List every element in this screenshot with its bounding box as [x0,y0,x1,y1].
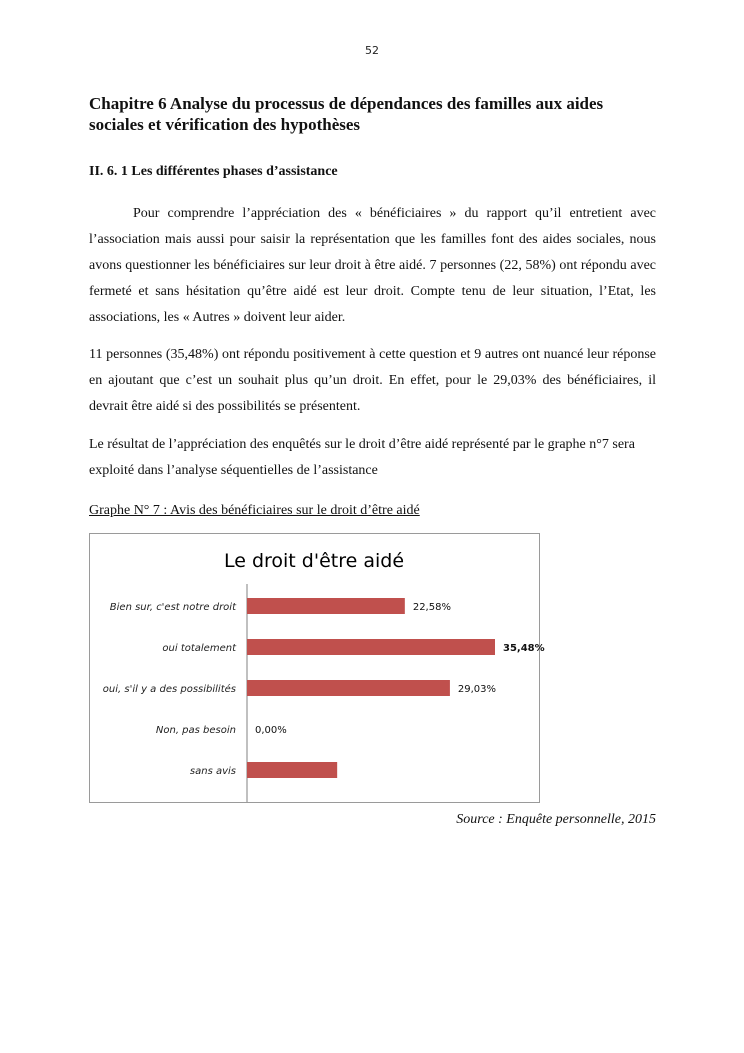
category-label: sans avis [189,766,236,777]
paragraph-3: Le résultat de l’appréciation des enquêtés sur le droit d’être aidé représenté par le graphe n°7 sera exploité dans l’analyse séquentielles de l’assistance [89,437,635,478]
bar [247,680,450,696]
section-title: II. 6. 1 Les différentes phases d’assistance [89,164,338,179]
paragraph-1: Pour comprendre l’appréciation des « bénéficiaires » du rapport qu’il entretient avec l’association mais aussi pour saisir la représentation que les familles font des aides sociales, nous avons questionner les bénéficiaires sur leur droit à être aidé. 7 personnes (22, 58%) ont répondu avec fermeté et sans hésitation qu’être aidé est leur droit. Compte tenu de leur situation, l’Etat, les associations, les « Autres » doivent leur aider. [89,206,656,325]
data-label: 29,03% [457,684,497,695]
chart-canvas [90,534,545,802]
paragraph-2: 11 personnes (35,48%) ont répondu positivement à cette question et 9 autres ont nuancé leur réponse en ajoutant que c’est un souhait plus qu’un droit. En effet, pour le 29,03% des bénéficiaires, il devrait être aidé si des possibilités se présentent. [89,347,656,414]
data-label: 22,58% [412,602,451,613]
data-label: 0,00% [255,725,287,736]
page-number: 52 [365,44,379,57]
bar-chart [89,533,545,803]
bar [247,598,405,614]
chapter-title: Chapitre 6 Analyse du processus de dépendances des familles aux aides sociales et vérification des hypothèses [89,94,604,134]
data-label: 35,48% [503,643,545,654]
category-label: oui, s'il y a des possibilités [102,684,236,695]
chart-title: Le droit d'être aidé [223,550,405,572]
bar [247,762,337,778]
bar [247,639,495,655]
figure-caption: Graphe N° 7 : Avis des bénéficiaires sur le droit d’être aidé [89,503,420,518]
category-label: Bien sur, c'est notre droit [109,602,236,613]
category-label: Non, pas besoin [155,725,236,736]
category-label: oui totalement [162,643,236,654]
source-note: Source : Enquête personnelle, 2015 [456,812,656,827]
